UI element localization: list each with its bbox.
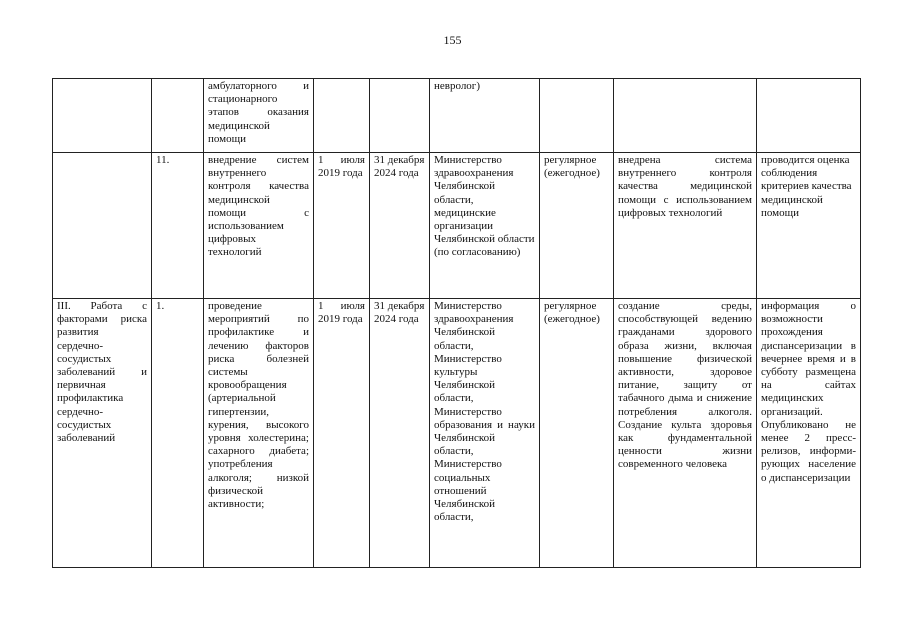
cell-number: 1.	[152, 299, 204, 568]
cell-responsible: Министерство здравоохранения Челябинской области, Министерство культуры Челябинской области, Министерство образования и науки Челябинской области, Министерство социальных отношений Челябинской области,	[430, 299, 540, 568]
cell-number	[152, 79, 204, 153]
cell-activity: амбулаторного и стационарного этапов оказания медицинской помощи	[204, 79, 314, 153]
cell-activity: проведение мероприятий по профилактике и лечению факторов риска болезней системы кровообращения (артериальной гипертензии, курения, высокого уровня холестерина; сахарного диабета; употребления алкоголя; низкой физической активности;	[204, 299, 314, 568]
table-row	[53, 153, 861, 299]
cell-start-date: 1 июля 2019 года	[314, 299, 370, 568]
cell-responsible: Министерство здравоохранения Челябинской области, медицинские организации Челябинской области (по согласованию)	[430, 153, 540, 299]
cell-periodicity	[540, 79, 614, 153]
cell-periodicity: регулярное (ежегодное)	[540, 153, 614, 299]
cell-start-date: 1 июля 2019 года	[314, 153, 370, 299]
cell-periodicity: регулярное (ежегодное)	[540, 299, 614, 568]
table-row	[53, 299, 861, 568]
cell-result: внедрена система внутреннего контроля качества медицинской помощи с использованием цифровых технологий	[614, 153, 757, 299]
cell-section	[53, 153, 152, 299]
cell-control: проводится оценка соблюдения критериев качества медицинской помощи	[757, 153, 861, 299]
cell-control: информация о возможности прохождения диспансеризации в вечернее время и в субботу размещена на сайтах медицинских организаций. Опубликовано не менее 2 пресс-релизов, информи-рующих население о диспансеризации	[757, 299, 861, 568]
cell-control	[757, 79, 861, 153]
plan-table	[52, 78, 861, 568]
cell-result	[614, 79, 757, 153]
page-number: 155	[443, 33, 462, 47]
cell-end-date: 31 декабря 2024 года	[370, 299, 430, 568]
table-row	[53, 79, 861, 153]
cell-start-date	[314, 79, 370, 153]
cell-end-date	[370, 79, 430, 153]
cell-result: создание среды, способствующей ведению гражданами здорового образа жизни, включая повышение физической активности, здоровое питание, защиту от табачного дыма и снижение потребления алкоголя. Создание культа здоровья как фундаментальной ценности жизни современного человека	[614, 299, 757, 568]
cell-section	[53, 79, 152, 153]
cell-activity: внедрение систем внутреннего контроля качества медицинской помощи с использованием цифровых технологий	[204, 153, 314, 299]
cell-section: III. Работа с факторами риска развития сердечно-сосудистых заболеваний и первичная профилактика сердечно-сосудистых заболеваний	[53, 299, 152, 568]
cell-responsible: невролог)	[430, 79, 540, 153]
cell-end-date: 31 декабря 2024 года	[370, 153, 430, 299]
cell-number: 11.	[152, 153, 204, 299]
